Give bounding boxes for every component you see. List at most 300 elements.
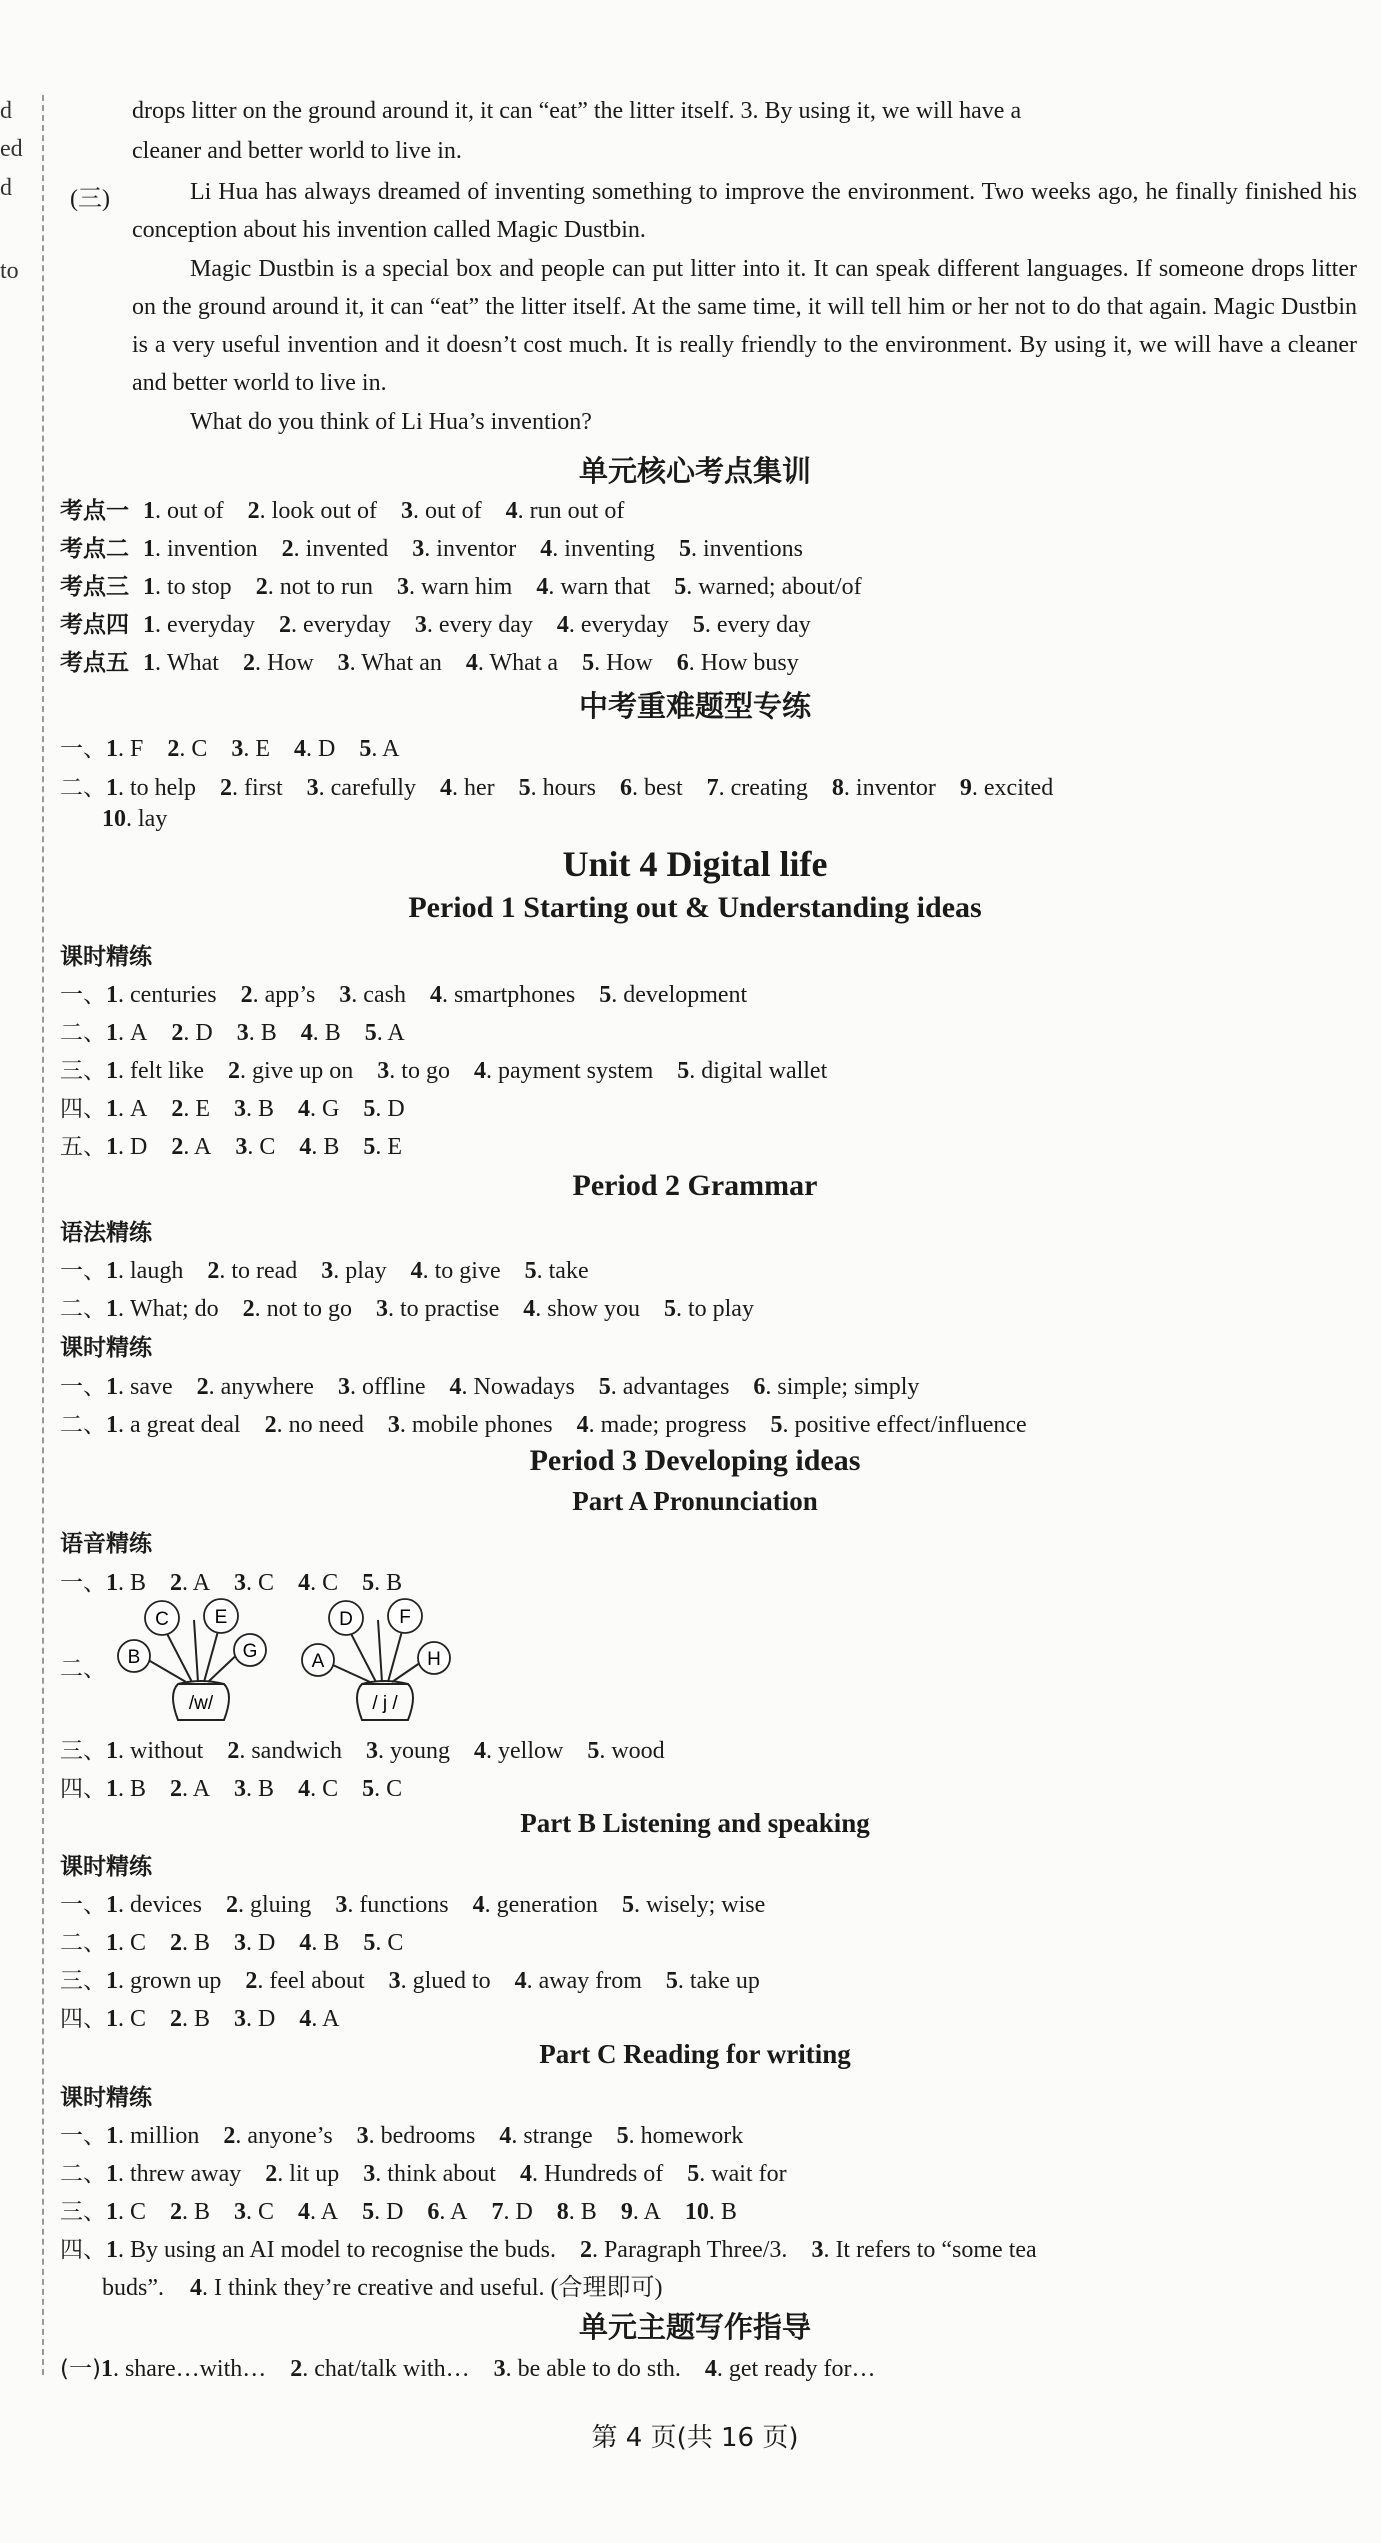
vase-label: / j /	[372, 1693, 398, 1714]
answer-item: 3. warn him	[397, 574, 513, 600]
answer-row	[60, 1886, 789, 1919]
answer-text: I think they’re creative and useful. (合理即可)	[214, 2275, 663, 2301]
answer-text: It refers to “some tea	[835, 2237, 1037, 2263]
period-title: Period 2 Grammar	[572, 1169, 818, 1202]
answer-text: D	[386, 2199, 404, 2225]
answer-item: 2. B	[170, 2199, 211, 2225]
answer-row	[60, 1732, 689, 1765]
answer-number: 5	[363, 1096, 376, 1122]
answer-text: D	[130, 1134, 148, 1160]
answer-text: D	[195, 1020, 213, 1046]
row-prefix: 三、	[60, 1968, 106, 1994]
flower	[145, 1601, 179, 1635]
answer-number: 2	[255, 574, 268, 600]
answer-row	[60, 492, 648, 525]
answer-number: 3	[234, 1570, 247, 1596]
answer-item: 2. gluing	[225, 1892, 312, 1918]
answer-number: 1	[106, 2123, 118, 2149]
svg-text:G: G	[242, 1641, 258, 1662]
margin-fragment: d	[0, 175, 12, 201]
answer-text: C	[258, 2199, 275, 2225]
answer-number: 3	[306, 775, 319, 801]
answer-number: 3	[414, 612, 427, 638]
answer-item: 1. felt like	[106, 1058, 204, 1084]
answer-number: 2	[171, 1020, 184, 1046]
answer-item: 3. C	[234, 1570, 275, 1596]
answer-number: 3	[388, 1968, 401, 1994]
answer-text: C	[191, 736, 208, 762]
answer-text: everyday	[167, 612, 255, 638]
answer-item: 3. to go	[377, 1058, 450, 1084]
answer-text: play	[345, 1258, 387, 1284]
answer-row	[60, 2193, 761, 2226]
answer-text: look out of	[271, 498, 377, 524]
answer-number: 3	[366, 1738, 378, 1764]
answer-number: 3	[412, 536, 425, 562]
answer-item: 5. homework	[616, 2123, 744, 2149]
answer-text: run out of	[529, 498, 625, 524]
answer-number: 3	[363, 2161, 376, 2187]
answer-number: 7	[491, 2199, 504, 2225]
row-prefix: 三、	[60, 1738, 106, 1764]
answer-item: 5. A	[359, 736, 400, 762]
answer-item: 3. What an	[337, 650, 442, 676]
answer-number: 9	[959, 775, 972, 801]
answer-text: devices	[130, 1892, 202, 1918]
answer-number: 1	[106, 1258, 118, 1284]
answer-text: B	[260, 1020, 277, 1046]
answer-text: inventor	[436, 536, 517, 562]
answer-number: 1	[106, 1020, 118, 1046]
part-title: Part C Reading for writing	[539, 2039, 851, 2069]
answer-number: 4	[505, 498, 518, 524]
answer-item: 4. Nowadays	[449, 1374, 575, 1400]
row-prefix: 二、	[60, 1412, 106, 1438]
answer-number: 10	[684, 2199, 709, 2225]
answer-row	[60, 530, 827, 563]
answer-item: 4. B	[300, 1020, 341, 1046]
answer-number: 5	[678, 536, 691, 562]
answer-text: to help	[130, 775, 196, 801]
answer-text: million	[130, 2123, 200, 2149]
answer-text: save	[130, 1374, 173, 1400]
answer-number: 2	[247, 498, 260, 524]
answer-number: 4	[298, 1570, 311, 1596]
row-prefix: 二、	[60, 1656, 106, 1682]
answer-text: B	[324, 1020, 341, 1046]
row-prefix: 二、	[60, 2161, 106, 2187]
answer-number: 6	[619, 775, 632, 801]
answer-row	[60, 2350, 899, 2383]
answer-item: 3. D	[234, 1930, 276, 1956]
answer-text: carefully	[330, 775, 416, 801]
answer-item: 5. to play	[663, 1296, 754, 1322]
answer-text: digital wallet	[701, 1058, 828, 1084]
answer-text: anyone’s	[247, 2123, 333, 2149]
answer-item: 2. first	[220, 775, 283, 801]
answer-number: 2	[579, 2237, 592, 2263]
answer-item: 5. A	[364, 1020, 405, 1046]
answer-number: 4	[298, 2199, 311, 2225]
answer-text: best	[643, 775, 683, 801]
answer-text: to give	[434, 1258, 501, 1284]
answer-number: 6	[753, 1374, 766, 1400]
answer-row	[60, 2117, 767, 2150]
answer-item: 4. B	[299, 1134, 340, 1160]
answer-number: 1	[106, 736, 118, 762]
answer-number: 3	[321, 1258, 334, 1284]
answer-item: 1. threw away	[106, 2161, 242, 2187]
answer-number: 1	[106, 1296, 118, 1322]
answer-text: young	[390, 1738, 450, 1764]
answer-number: 2	[225, 1892, 238, 1918]
answer-item: 1. What	[143, 650, 219, 676]
answer-text: How	[606, 650, 653, 676]
row-prefix: 一、	[60, 1570, 106, 1596]
answer-row	[60, 730, 423, 763]
answer-item: 4. inventing	[540, 536, 655, 562]
answer-row	[60, 1128, 426, 1161]
answer-text: development	[623, 982, 748, 1008]
answer-text: wood	[611, 1738, 665, 1764]
answer-item: 3. B	[236, 1020, 277, 1046]
answer-number: 3	[234, 2006, 247, 2032]
answer-number: 2	[278, 612, 291, 638]
row-prefix: 二、	[60, 775, 106, 801]
answer-row-continuation: buds”. 4. I think they’re creative and useful. (合理即可)	[102, 2275, 663, 2301]
answer-item: 1. B	[106, 1776, 147, 1802]
answer-number: 1	[106, 1058, 118, 1084]
answer-item: 6. best	[619, 775, 683, 801]
answer-number: 4	[439, 775, 452, 801]
answer-text: without	[130, 1738, 204, 1764]
answer-row	[60, 606, 835, 639]
answer-number: 5	[616, 2123, 629, 2149]
answer-item: 3. functions	[335, 1892, 449, 1918]
answer-text: not to go	[266, 1296, 352, 1322]
answer-item: 4. D	[294, 736, 336, 762]
answer-text: A	[322, 2006, 340, 2032]
row-prefix: 三、	[60, 2199, 106, 2225]
answer-number: 5	[363, 1930, 376, 1956]
answer-item: 4. away from	[514, 1968, 642, 1994]
answer-text: C	[130, 1930, 147, 1956]
answer-text: away from	[538, 1968, 642, 1994]
answer-text: B	[194, 1930, 211, 1956]
answer-text: excited	[983, 775, 1054, 801]
answer-text: warn that	[560, 574, 651, 600]
answer-number: 1	[106, 1930, 118, 1956]
answer-number: 2	[196, 1374, 209, 1400]
answer-number: 1	[143, 574, 155, 600]
row-label: 考点一	[60, 498, 129, 524]
answer-item: 5. digital wallet	[677, 1058, 828, 1084]
part-title: Part A Pronunciation	[572, 1486, 818, 1516]
answer-item: 5. How	[582, 650, 653, 676]
answer-number: 1	[106, 1776, 118, 1802]
answer-item: 1. A	[106, 1020, 148, 1046]
answer-item: 4. C	[298, 1776, 339, 1802]
answer-number: 6	[427, 2199, 440, 2225]
answer-item: 3. carefully	[306, 775, 416, 801]
answer-number: 2	[170, 1570, 183, 1596]
answer-item: 10. lay	[102, 806, 168, 832]
answer-text: yellow	[498, 1738, 564, 1764]
answer-item: 5. take	[524, 1258, 589, 1284]
answer-text: C	[386, 1776, 403, 1802]
answer-text: C	[387, 1930, 404, 1956]
answer-item: 4. smartphones	[429, 982, 576, 1008]
answer-number: 4	[429, 982, 442, 1008]
answer-item: 2. B	[170, 2006, 211, 2032]
answer-row	[102, 806, 191, 833]
answer-number: 1	[106, 2237, 118, 2263]
answer-item: 2. E	[171, 1096, 211, 1122]
answer-item: 4. G	[298, 1096, 340, 1122]
answer-item: 5. wait for	[687, 2161, 787, 2187]
answer-text: to stop	[167, 574, 232, 600]
section-title: 单元核心考点集训	[578, 454, 811, 488]
answer-item: 2. invented	[281, 536, 389, 562]
period-title: Period 1 Starting out & Understanding ideas	[408, 891, 982, 924]
answer-text: her	[463, 775, 495, 801]
subsection-title: 语音精练	[60, 1531, 152, 1557]
answer-number: 4	[294, 736, 307, 762]
answer-item: 3. mobile phones	[387, 1412, 553, 1438]
answer-item: 1. to stop	[143, 574, 232, 600]
answer-number: 5	[582, 650, 595, 676]
answer-number: 8	[831, 775, 844, 801]
essay-paragraph: Magic Dustbin is a special box and people can put litter into it. It can speak different languages. If someone drops litter on the ground around it, it can “eat” the litter itself. At the same time, it will tell him or her not to do that again. Magic Dustbin is a very useful invention and it doesn’t cost much. It is really friendly to the environment. By using it, we will have a cleaner and better world to live in.	[132, 256, 1357, 396]
answer-number: 7	[706, 775, 719, 801]
flower	[329, 1601, 363, 1635]
answer-item: 8. inventor	[831, 775, 936, 801]
flower	[418, 1642, 450, 1674]
answer-row	[60, 2231, 1061, 2264]
answer-number: 5	[524, 1258, 537, 1284]
flower	[302, 1644, 334, 1676]
answer-item: 2. feel about	[245, 1968, 365, 1994]
answer-text: B	[130, 1776, 147, 1802]
answer-text: show you	[547, 1296, 640, 1322]
answer-text: B	[323, 1134, 340, 1160]
answer-text: threw away	[130, 2161, 242, 2187]
answer-item: 1. out of	[143, 498, 224, 524]
answer-number: 1	[106, 1570, 118, 1596]
answer-row	[60, 976, 771, 1009]
answer-text: D	[258, 1930, 276, 1956]
answer-item: 2. not to go	[242, 1296, 352, 1322]
answer-text: What an	[361, 650, 442, 676]
answer-number: 1	[106, 1374, 118, 1400]
svg-text:H: H	[427, 1649, 441, 1670]
answer-number: 3	[356, 2123, 369, 2149]
intro-line: drops litter on the ground around it, it can “eat” the litter itself. 3. By using it, we will have a	[132, 98, 1022, 124]
answer-text: How busy	[700, 650, 799, 676]
answer-number: 4	[499, 2123, 512, 2149]
answer-number: 1	[106, 1968, 118, 1994]
answer-item: 2. sandwich	[227, 1738, 342, 1764]
answer-text: creating	[730, 775, 808, 801]
answer-row	[60, 1406, 1051, 1439]
svg-text:C: C	[155, 1609, 169, 1630]
answer-number: 2	[290, 2356, 303, 2382]
answer-text: anywhere	[220, 1374, 314, 1400]
answer-number: 1	[106, 1412, 118, 1438]
answer-number: 3	[234, 1776, 247, 1802]
answer-item: 3. glued to	[388, 1968, 491, 1994]
answer-item: 2. app’s	[240, 982, 316, 1008]
answer-text: laugh	[130, 1258, 184, 1284]
part-title: Part B Listening and speaking	[520, 1808, 870, 1838]
answer-row	[60, 1368, 943, 1401]
answer-item: 2. everyday	[278, 612, 391, 638]
answer-number: 4	[299, 1134, 312, 1160]
answer-text: B	[258, 1096, 275, 1122]
answer-number: 3	[375, 1296, 388, 1322]
answer-item: 3. play	[321, 1258, 387, 1284]
answer-number: 3	[387, 1412, 400, 1438]
answer-text: mobile phones	[411, 1412, 553, 1438]
answer-text: simple; simply	[777, 1374, 920, 1400]
answer-item: 4. get ready for…	[704, 2356, 876, 2382]
answer-number: 1	[106, 2199, 118, 2225]
answer-item: 3. out of	[401, 498, 482, 524]
answer-text: payment system	[497, 1058, 654, 1084]
answer-number: 5	[692, 612, 705, 638]
answer-text: inventor	[855, 775, 936, 801]
svg-text:F: F	[399, 1607, 411, 1628]
answer-number: 2	[227, 1058, 240, 1084]
answer-item: 4. A	[299, 2006, 340, 2032]
answer-text: A	[130, 1020, 148, 1046]
answer-number: 2	[227, 1738, 240, 1764]
answer-item: 3. bedrooms	[356, 2123, 476, 2149]
answer-item: 4. C	[298, 1570, 339, 1596]
answer-text: F	[130, 736, 144, 762]
answer-text: warned; about/of	[698, 574, 862, 600]
margin-fragment: d	[0, 98, 12, 124]
answer-number: 3	[234, 1930, 247, 1956]
answer-text: inventions	[702, 536, 803, 562]
answer-item: 3. C	[234, 2199, 275, 2225]
answer-text: to practise	[399, 1296, 500, 1322]
svg-text:E: E	[214, 1607, 228, 1628]
answer-row	[60, 2155, 811, 2188]
answer-text: made; progress	[600, 1412, 747, 1438]
answer-number: 3	[236, 1020, 249, 1046]
row-prefix: 四、	[60, 2237, 106, 2263]
answer-number: 5	[665, 1968, 678, 1994]
answer-row	[60, 2000, 363, 2033]
answer-number: 2	[171, 1096, 184, 1122]
answer-item: 6. How busy	[676, 650, 799, 676]
answer-text: everyday	[580, 612, 669, 638]
answer-text: gluing	[249, 1892, 312, 1918]
answer-item: 5. C	[362, 1776, 403, 1802]
answer-text: What; do	[130, 1296, 219, 1322]
answer-text: no need	[288, 1412, 364, 1438]
answer-item: 1. million	[106, 2123, 200, 2149]
answer-text: every day	[716, 612, 811, 638]
answer-item: 5. warned; about/of	[674, 574, 862, 600]
answer-text: to go	[401, 1058, 450, 1084]
answer-item: 3. every day	[414, 612, 533, 638]
answer-item: 6. simple; simply	[753, 1374, 920, 1400]
answer-text: cash	[363, 982, 406, 1008]
answer-item: 5. wisely; wise	[621, 1892, 766, 1918]
answer-text: inventing	[564, 536, 655, 562]
answer-number: 1	[106, 982, 118, 1008]
answer-number: 3	[401, 498, 413, 524]
vase-label: /w/	[188, 1693, 214, 1714]
row-label: 考点四	[60, 612, 129, 638]
answer-item: 4. to give	[410, 1258, 501, 1284]
answer-item: 1. C	[106, 1930, 147, 1956]
answer-item: 4. generation	[472, 1892, 598, 1918]
row-prefix: 四、	[60, 1096, 106, 1122]
essay-paragraph: What do you think of Li Hua’s invention?	[190, 409, 592, 435]
row-prefix: 五、	[60, 1134, 106, 1160]
answer-number: 5	[770, 1412, 783, 1438]
answer-item: 5. inventions	[678, 536, 803, 562]
answer-number: 5	[364, 1020, 377, 1046]
answer-text: wisely; wise	[645, 1892, 766, 1918]
answer-number: 8	[556, 2199, 569, 2225]
answer-item: 5. D	[362, 2199, 404, 2225]
answer-number: 1	[143, 650, 155, 676]
answer-text: everyday	[302, 612, 391, 638]
answer-number: 2	[207, 1258, 220, 1284]
answer-number: 5	[687, 2161, 700, 2187]
answer-text: wait for	[711, 2161, 787, 2187]
answer-item: 4. warn that	[536, 574, 651, 600]
answer-item: 4. made; progress	[576, 1412, 747, 1438]
answer-row	[60, 1290, 778, 1323]
answer-text: A	[450, 2199, 468, 2225]
answer-item: 1. to help	[106, 775, 196, 801]
answer-item: 4. yellow	[474, 1738, 564, 1764]
subsection-title: 语法精练	[60, 1220, 152, 1246]
answer-item: 2. A	[171, 1134, 212, 1160]
answer-item: 4. show you	[523, 1296, 640, 1322]
answer-number: 2	[245, 1968, 258, 1994]
essay-marker: (三)	[70, 186, 110, 212]
answer-text: B	[130, 1570, 147, 1596]
answer-text: B	[194, 2006, 211, 2032]
row-label: 考点三	[60, 574, 129, 600]
answer-text: C	[259, 1134, 276, 1160]
answer-item: 2. no need	[264, 1412, 364, 1438]
answer-text: B	[194, 2199, 211, 2225]
answer-item: 6. A	[427, 2199, 468, 2225]
answer-number: 5	[598, 1374, 611, 1400]
answer-text: B	[720, 2199, 737, 2225]
answer-number: 4	[519, 2161, 532, 2187]
answer-row	[60, 1770, 426, 1803]
answer-number: 1	[143, 612, 155, 638]
answer-text: Hundreds of	[543, 2161, 664, 2187]
answer-number: 1	[106, 1892, 118, 1918]
answer-text: By using an AI model to recognise the buds.	[130, 2237, 556, 2263]
answer-number: 2	[265, 2161, 278, 2187]
answer-text: feel about	[269, 1968, 365, 1994]
answer-number: 3	[335, 1892, 348, 1918]
fold-line	[42, 95, 44, 2375]
answer-number: 4	[465, 650, 478, 676]
answer-item: 1. C	[106, 2006, 147, 2032]
answer-text: D	[318, 736, 336, 762]
